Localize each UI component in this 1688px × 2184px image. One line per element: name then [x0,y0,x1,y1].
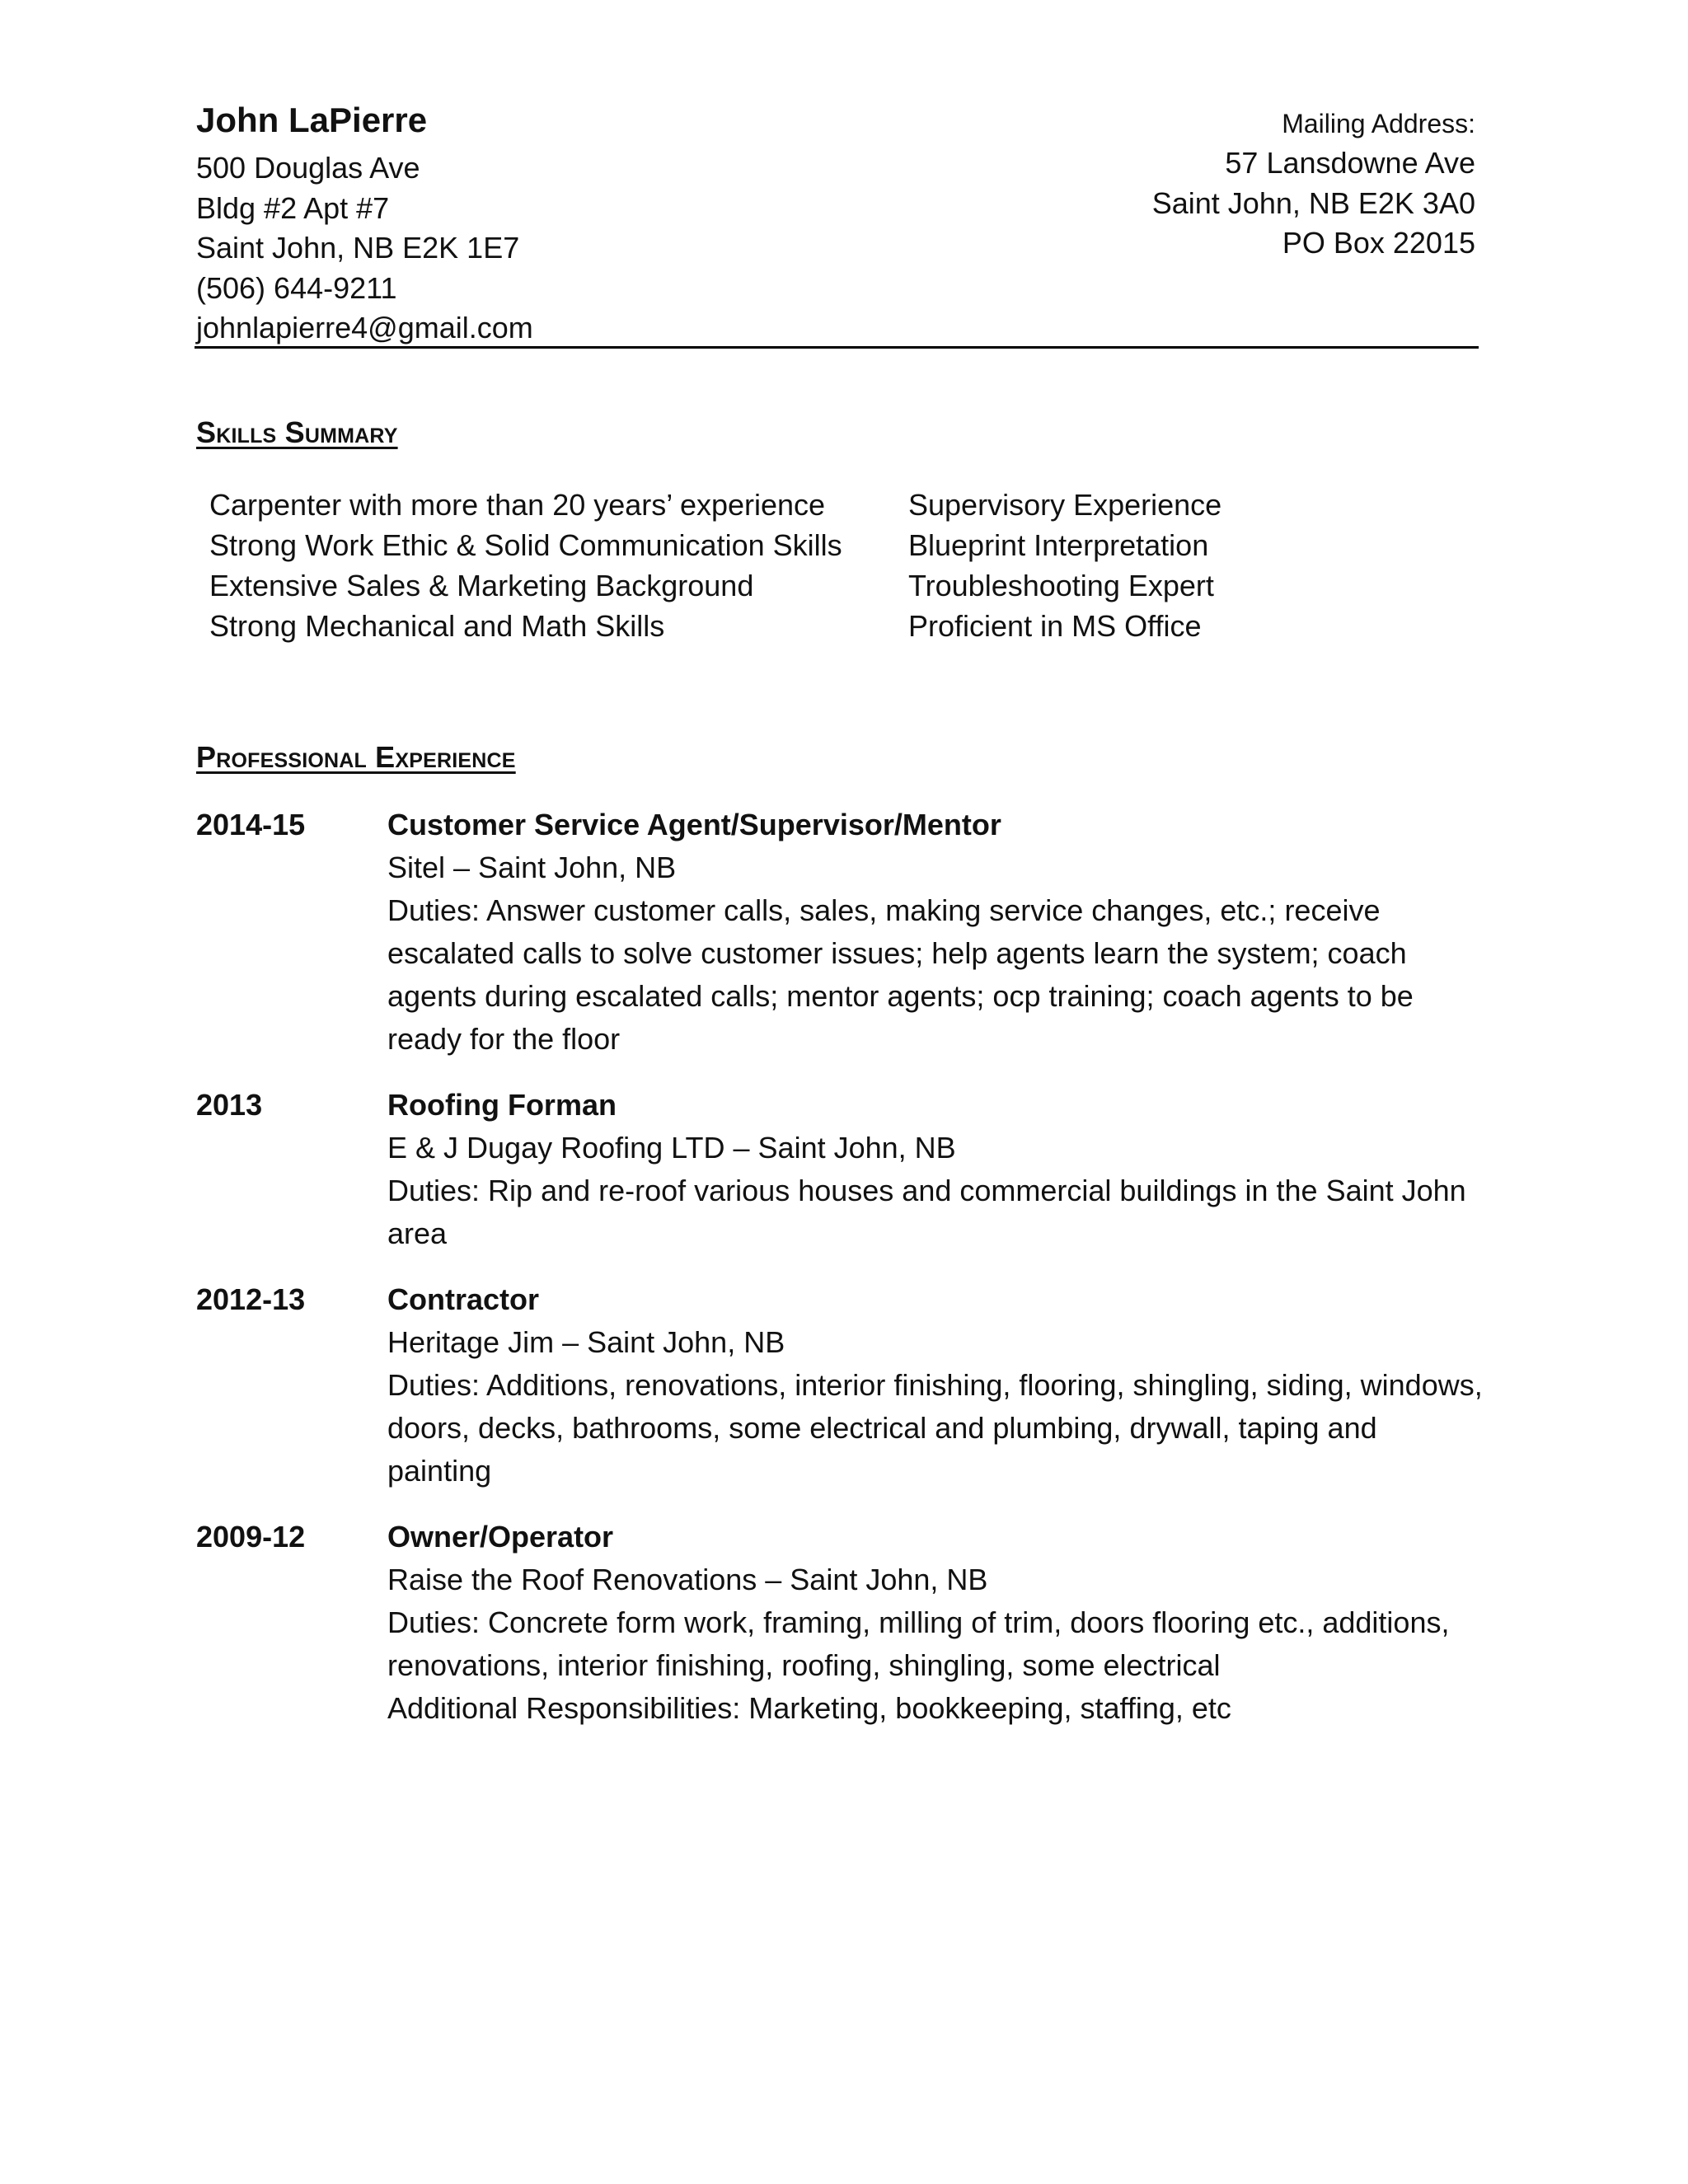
skill-item: Blueprint Interpretation [908,528,1209,562]
home-city: Saint John, NB E2K 1E7 [196,231,520,265]
job-years: 2013 [196,1088,263,1122]
skill-item: Proficient in MS Office [908,609,1202,643]
skills-column-left [209,485,842,646]
job-duties: Duties: Answer customer calls, sales, making service changes, etc.; receive escalated calls to solve customer issues; help agents learn the system; coach agents during escalated calls; mentor agents; ocp training; coach agents to be ready for the floor [387,893,1414,1056]
job-company: Sitel – Saint John, NB [387,851,677,884]
mailing-po-box: PO Box 22015 [1282,226,1475,260]
skill-item: Carpenter with more than 20 years’ experience [209,488,826,522]
job-years: 2009-12 [196,1520,306,1554]
professional-experience-heading: Professional Experience [196,740,516,774]
job-title: Contractor [387,1282,540,1316]
resume-header [196,97,1475,348]
job-additional-responsibilities: Additional Responsibilities: Marketing, bookkeeping, staffing, etc [387,1691,1231,1725]
job-details [387,1516,1484,1730]
job-company: Heritage Jim – Saint John, NB [387,1325,785,1359]
job-company: Raise the Roof Renovations – Saint John, NB [387,1563,988,1596]
applicant-name: John LaPierre [196,101,428,139]
job-details [387,1084,1484,1255]
job-entry [196,804,1482,1061]
job-title: Owner/Operator [387,1520,614,1554]
job-duties: Duties: Concrete form work, framing, milling of trim, doors flooring etc., additions, renovations, interior finishing, roofing, shingling, some electrical [387,1605,1450,1682]
job-years: 2012-13 [196,1282,306,1316]
skill-item: Extensive Sales & Marketing Background [209,569,754,602]
skill-item: Strong Mechanical and Math Skills [209,609,665,643]
job-entry [196,1278,1482,1493]
email-address: johnlapierre4@gmail.com [196,311,533,344]
job-company: E & J Dugay Roofing LTD – Saint John, NB [387,1131,956,1165]
job-entry [196,1516,1482,1730]
skills-column-right [908,485,1221,646]
home-street: 500 Douglas Ave [196,151,420,185]
skill-item: Troubleshooting Expert [908,569,1214,602]
job-entry [196,1084,1482,1255]
phone-number: (506) 644-9211 [196,270,397,305]
home-address-block [196,148,533,349]
experience-list [196,804,1482,1753]
mailing-city: Saint John, NB E2K 3A0 [1151,185,1475,220]
skill-item: Strong Work Ethic & Solid Communication Skills [209,528,842,562]
job-duties: Duties: Additions, renovations, interior finishing, flooring, shingling, siding, windows, doors, decks, bathrooms, some electrical and plumbing, drywall, taping and painting [387,1368,1483,1488]
job-details [387,1278,1484,1493]
job-title: Roofing Forman [387,1088,617,1122]
skill-item: Supervisory Experience [908,488,1222,522]
home-unit: Bldg #2 Apt #7 [196,190,390,225]
job-details [387,804,1484,1061]
job-years: 2014-15 [196,808,306,841]
mailing-street: 57 Lansdowne Ave [1225,146,1475,180]
mailing-address-block [1152,104,1475,264]
skills-summary-heading: Skills Summary [196,415,398,449]
header-divider [195,346,1479,349]
job-duties: Duties: Rip and re-roof various houses and commercial buildings in the Saint John area [387,1174,1466,1250]
job-title: Customer Service Agent/Supervisor/Mentor [387,808,1001,841]
mailing-address-label: Mailing Address: [1282,109,1475,138]
